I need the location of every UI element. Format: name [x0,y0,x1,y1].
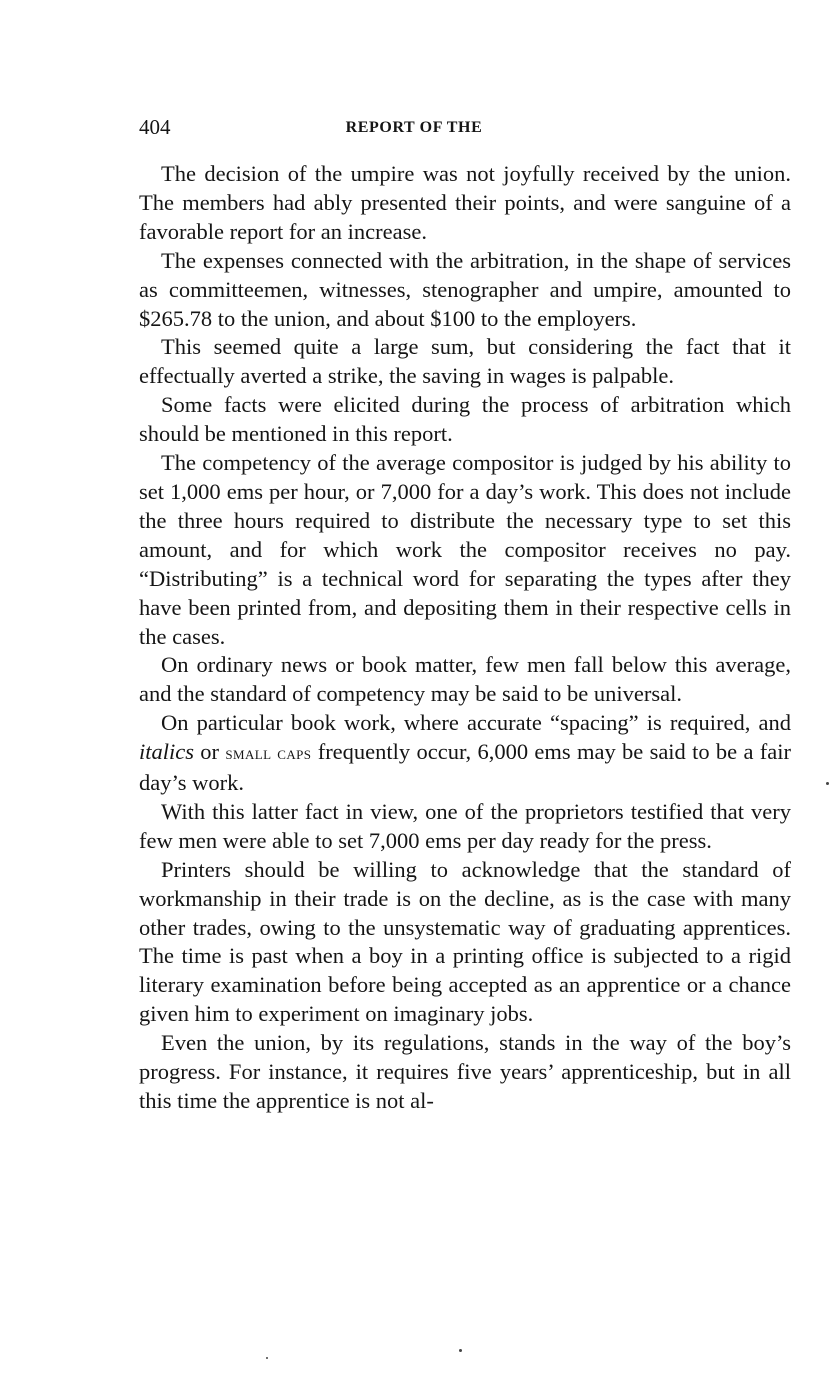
body-text [139,160,791,1116]
paragraph-workmanship-decline: Printers should be willing to acknowledge that the standard of workmanship in their trade is on the decline, as is the case with many other trades, owing to the unsystematic way of graduating apprentices. The time is past when a boy in a printing office is subjected to a rigid literary examination before being accepted as an apprentice or a chance given him to experiment on imaginary jobs. [139,856,791,1027]
paragraph-ordinary-news: On ordinary news or book matter, few men fall below this average, and the standard of competency may be said to be universal. [139,652,791,707]
running-head-title: REPORT OF THE [345,119,483,136]
page-number: 404 [139,115,171,139]
scan-speck [266,1357,268,1359]
paragraph-proprietor-testimony: With this latter fact in view, one of the proprietors testified that very few men were able to set 7,000 ems per day ready for the press. [139,798,791,853]
paragraph-arbitration-expenses: The expenses connected with the arbitration, in the shape of services as committeemen, witnesses, stenographer and umpire, amounted to $265.78 to the union, and about $100 to the employers. [139,247,791,331]
scan-speck [459,1349,462,1352]
paragraph-particular-book-work [139,709,791,798]
paragraph-union-regulations: Even the union, by its regulations, stands in the way of the boy’s progress. For instance, it requires five years’ apprenticeship, but in all this time the apprentice is not al- [139,1030,791,1113]
paragraph-compositor-competency: The competency of the average compositor is judged by his ability to set 1,000 ems per hour, or 7,000 for a day’s work. This does not include the three hours required to distribute the necessary type to set this amount, and for which work the compositor receives no pay. “Distributing” is a technical word for separating the types after they have been printed from, and depositing them in their respective cells in the cases. [139,450,791,649]
text-run: or [194,739,226,765]
paragraph-umpire-decision: The decision of the umpire was not joyfully received by the union. The members had ably presented their points, and were sanguine of a favorable report for an increase. [139,161,791,244]
small-caps-run: small caps [225,743,312,765]
running-head [139,112,791,142]
paragraph-facts-elicited: Some facts were elicited during the process of arbitration which should be mentioned in this report. [139,392,791,447]
scan-speck [826,782,829,785]
paragraph-large-sum: This seemed quite a large sum, but considering the fact that it effectually averted a strike, the saving in wages is palpable. [139,334,791,389]
text-run: frequently occur, 6,000 ems may be said to be a fair day’s work. [139,739,792,796]
text-run: On particular book work, where accurate “spacing” is required, and [161,710,791,736]
italic-run: italics [139,739,194,765]
